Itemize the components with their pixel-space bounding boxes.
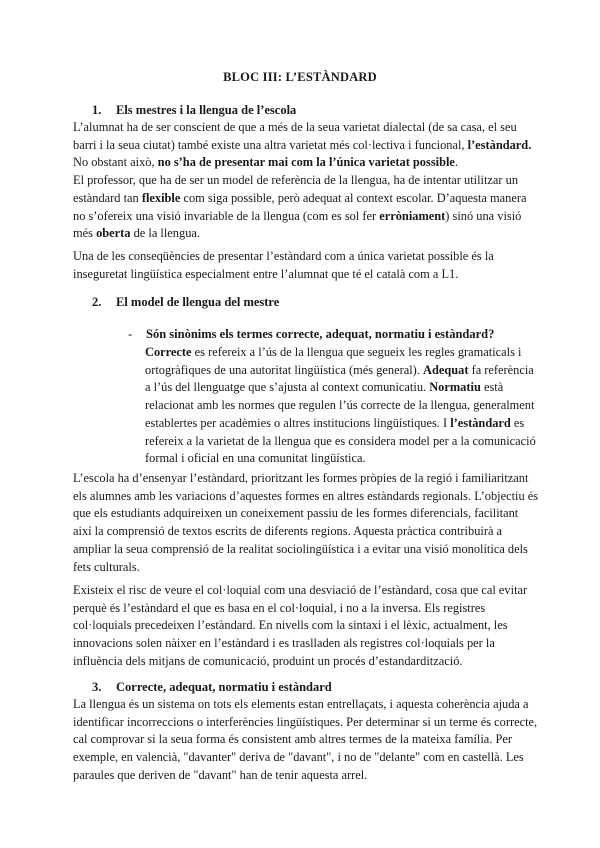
text-run: de la llengua. [130,226,200,241]
text-run: La llengua és un sistema on tots els elements estan entrellaçats, i aquesta coherència ajuda a [73,697,529,711]
text-line [73,767,537,785]
text-run: El professor, que ha de ser un model de referència de la llengua, ha de intentar utilitzar un [73,173,519,188]
text-line [73,582,527,600]
text-line [73,635,527,653]
bold-term: no s’ha de presentar mai com la l’única varietat possible [157,155,455,170]
paragraph-4 [73,582,527,671]
section-number: 3. [92,680,102,694]
text-line [145,344,536,362]
text-run: establertes per acadèmies o altres institucions lingüístiques. I [145,415,451,430]
text-run: barri i la seua ciutat) també existe una altra varietat més col·lectiva i funcional, [73,137,468,152]
text-line [145,379,536,397]
text-line [73,600,527,618]
text-line [73,714,537,732]
paragraph-definitions [145,344,536,468]
text-run: perquè és l’estàndard el que es basa en el col·loquial, i no a la inversa. Els registres [73,600,486,615]
text-line [73,137,531,155]
text-line [73,225,531,243]
text-run: cal comprovar si la seua forma és consistent amb altres termes de la mateixa família. Per [73,732,513,747]
text-run: . [454,155,459,170]
bold-term: l’estàndard [450,415,511,430]
text-line [73,208,531,226]
text-line [73,696,537,714]
text-run: identificar incorreccions o interferències lingüístiques. Per determinar si un terme és correcte, [73,714,538,729]
section-title: El model de llengua del mestre [116,295,280,309]
text-line [145,433,536,451]
text-line [73,119,531,137]
text-run: influència dels mitjans de comunicació, produint un procés d’estandardització. [73,653,463,668]
text-run: L’alumnat ha de ser conscient de que a més de la seua varietat dialectal (de sa casa, el seu [73,120,517,134]
text-run: com siga possible, però adequat al context escolar. D’aquesta manera [180,190,527,205]
text-run: Una de les conseqüències de presentar l’estàndard com a única varietat possible és la [73,249,494,263]
bold-term: Correcte [145,345,192,359]
section-heading-3 [92,680,332,695]
section-number: 2. [92,295,102,309]
text-line [145,362,536,380]
paragraph-2 [73,248,494,283]
text-line [145,450,536,468]
text-run: està [480,380,504,395]
section-title: Correcte, adequat, normatiu i estàndard [116,680,332,694]
text-line [145,397,536,415]
bold-term: flexible [141,190,181,205]
text-line [73,172,531,190]
text-run: ) sinó una visió [445,208,522,223]
bullet-question [128,327,494,342]
text-line [73,505,538,523]
text-run: no s’ofereix una visió invariable de la llengua (com es sol fer [73,208,380,223]
text-run: exemple, en valencià, "davanter" deriva de "davant", i no de "delante" com en castellà. Les [73,750,524,765]
text-line [73,248,494,266]
text-run: refereix a la varietat de la llengua que es considera model per a la comunicació [145,433,536,448]
paragraph-5 [73,696,537,785]
bullet-dash: - [128,327,133,341]
text-run: estàndard tan [73,190,142,205]
text-line [73,617,527,635]
text-line [73,749,537,767]
text-run: es [510,415,525,430]
text-line [73,154,531,172]
bold-term: Adequat [423,362,469,377]
bold-term: erròniament [379,208,446,223]
text-run: formal i oficial en una comunitat lingüística. [145,451,366,466]
document-title: BLOC III: L’ESTÀNDARD [223,70,377,84]
text-line [73,653,527,671]
text-run: a l’ús del llenguatge que s’ajusta al context comunicatiu. [145,380,430,395]
section-heading-2 [92,295,279,310]
text-line [73,190,531,208]
text-line [73,488,538,506]
text-run: innovacions solen nàixer en l’estàndard i es traslladen als registres col·loquials per la [73,636,495,651]
section-heading-1 [92,103,296,118]
text-line [73,470,538,488]
paragraph-3 [73,470,538,576]
text-line [73,731,537,749]
text-run: els alumnes amb les variacions d’aquestes formes en altres estàndards regionals. L’objectiu és [73,488,539,503]
text-line [73,523,538,541]
text-run: Existeix el risc de veure el col·loquial com una desviació de l’estàndard, cosa que cal evitar [73,583,528,597]
text-run: ortogràfiques de una autoritat lingüística (més general). [145,362,424,377]
text-run: relacionat amb les normes que regulen l’ús correcte de la llengua, generalment [145,398,535,413]
text-run: inseguretat lingüística especialment entre l’alumnat que té el català com a L1. [73,266,459,281]
text-run: ampliar la seua comprensió de la realitat sociolingüística i a evitar una visió monolítica dels [73,541,528,556]
text-run: paraules que deriven de "davant" han de tenir aquesta arrel. [73,767,368,782]
text-run: més [73,226,97,241]
section-title: Els mestres i la llengua de l’escola [116,103,297,117]
text-line [73,559,538,577]
paragraph-1 [73,119,531,243]
text-line [73,266,494,284]
text-run: L’escola ha d’ensenyar l’estàndard, prioritzant les formes pròpies de la regió i familiaritzant [73,471,529,485]
text-line [73,541,538,559]
bullet-text: Són sinònims els termes correcte, adequat, normatiu i estàndard? [146,327,495,341]
text-run: No obstant això, [73,155,158,170]
bold-term: Normatiu [429,380,481,395]
text-run: fets culturals. [73,559,140,574]
text-run: així la comprensió de textos escrits de diferents regions. Aquesta pràctica contribuirà a [73,524,503,539]
text-run: que els estudiants adquireixen un coneixement passiu de les formes diferencials, facilitant [73,506,519,521]
bold-term: l’estàndard. [467,137,532,152]
text-line [145,415,536,433]
text-run: es refereix a l’ús de la llengua que segueix les regles gramaticals i [191,345,522,359]
text-run: fa referència [468,362,534,377]
bold-term: oberta [96,226,131,241]
section-number: 1. [92,103,102,117]
text-run: col·loquials precedeixen l’estàndard. En nivells com la sintaxi i el lèxic, actualment, les [73,618,508,633]
